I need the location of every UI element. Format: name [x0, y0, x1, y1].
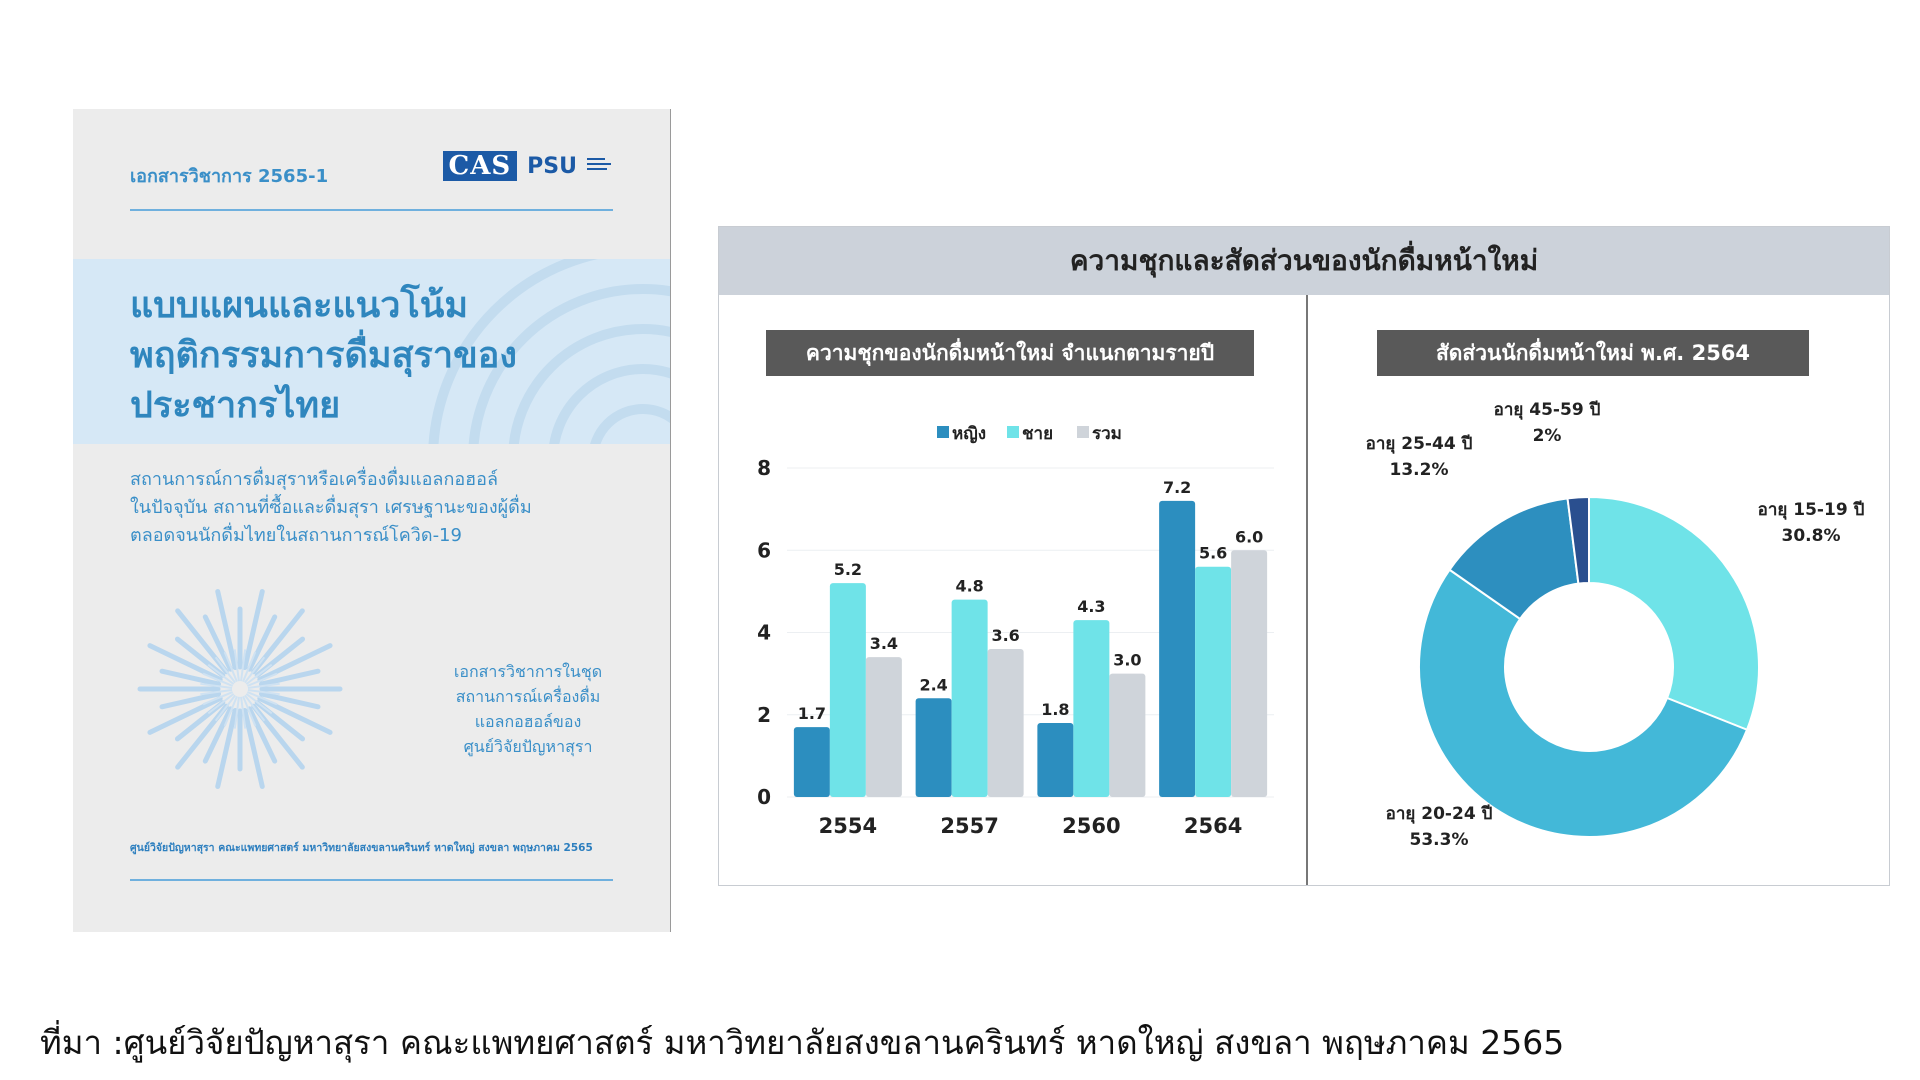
legend-swatch — [1007, 426, 1019, 438]
bar-value-label: 1.7 — [797, 704, 827, 724]
cover-title — [130, 281, 517, 431]
cas-logo: CAS — [443, 151, 518, 181]
series-note-line: แอลกอฮอล์ของ — [474, 712, 582, 731]
x-category-label: 2564 — [1183, 814, 1243, 838]
cover-series-note — [443, 659, 613, 759]
series-note-line: สถานการณ์เครื่องดื่ม — [455, 687, 601, 706]
x-category-label: 2560 — [1062, 814, 1121, 838]
bar — [1073, 620, 1109, 797]
y-tick-label: 4 — [757, 620, 771, 645]
series-note-line: ศูนย์วิจัยปัญหาสุรา — [463, 737, 593, 756]
bar — [830, 583, 866, 797]
bar-value-label: 3.6 — [991, 625, 1020, 645]
legend-swatch — [937, 426, 949, 438]
bar-value-label: 6.0 — [1234, 527, 1264, 547]
bar — [794, 727, 830, 797]
x-category-label: 2554 — [818, 814, 878, 838]
bar-value-label: 5.2 — [833, 560, 863, 580]
y-tick-label: 2 — [757, 702, 771, 727]
slice-label: อายุ 20-24 ปี — [1385, 804, 1493, 824]
bar — [988, 649, 1024, 797]
bar — [1231, 550, 1267, 797]
cover-description-line: ตลอดจนนักดื่มไทยในสถานการณ์โควิด-19 — [130, 525, 462, 546]
donut-chart-title: สัดส่วนนักดื่มหน้าใหม่ พ.ศ. 2564 — [1377, 330, 1809, 376]
bar — [952, 600, 988, 797]
bar-value-label: 3.0 — [1113, 650, 1142, 670]
cover-description — [130, 466, 560, 550]
cover-logos — [443, 151, 616, 181]
donut-chart — [1319, 367, 1889, 887]
bar-value-label: 4.8 — [955, 576, 984, 596]
legend-label: รวม — [1092, 424, 1122, 444]
bar — [1037, 723, 1073, 797]
bar-value-label: 7.2 — [1162, 477, 1192, 497]
infographic-panel — [718, 226, 1890, 886]
donut-slice — [1589, 497, 1759, 730]
bar-value-label: 5.6 — [1198, 543, 1228, 563]
y-tick-label: 6 — [757, 538, 771, 563]
bar-chart — [719, 367, 1306, 887]
source-caption: ที่มา :ศูนย์วิจัยปัญหาสุรา คณะแพทยศาสตร์ มหาวิทยาลัยสงขลานครินทร์ หาดใหญ่ สงขลา พฤษภาคม 2565 — [40, 1023, 1565, 1062]
legend-label: หญิง — [952, 424, 986, 444]
slice-label: อายุ 15-19 ปี — [1757, 500, 1865, 520]
cover-description-line: ในปัจจุบัน สถานที่ซื้อและดื่มสุรา เศรษฐานะของผู้ดื่ม — [130, 497, 532, 518]
cover-title-line: พฤติกรรมการดื่มสุราของ — [130, 335, 517, 376]
slice-label: อายุ 25-44 ปี — [1365, 434, 1473, 454]
slice-value-label: 2% — [1532, 426, 1562, 446]
bar — [1159, 501, 1195, 797]
y-tick-label: 8 — [757, 456, 771, 480]
bar-value-label: 3.4 — [869, 634, 899, 654]
bar-chart-title: ความชุกของนักดื่มหน้าใหม่ จำแนกตามรายปี — [766, 330, 1254, 376]
x-category-label: 2557 — [940, 814, 999, 838]
cover-title-line: แบบแผนและแนวโน้ม — [130, 285, 469, 326]
bar-value-label: 2.4 — [919, 675, 948, 695]
panel-divider — [1306, 295, 1308, 885]
psu-logo: PSU — [527, 153, 577, 179]
slice-value-label: 30.8% — [1781, 526, 1841, 546]
slice-value-label: 53.3% — [1409, 830, 1469, 850]
psu-logo-mark — [587, 156, 615, 176]
bar — [1109, 674, 1145, 797]
bar — [916, 698, 952, 797]
series-note-line: เอกสารวิชาการในชุด — [453, 662, 603, 681]
cover-bottom-rule — [130, 879, 613, 881]
cover-description-line: สถานการณ์การดื่มสุราหรือเครื่องดื่มแอลกอฮอล์ — [130, 469, 498, 490]
bar — [1195, 567, 1231, 797]
cover-publisher: ศูนย์วิจัยปัญหาสุรา คณะแพทยศาสตร์ มหาวิทยาลัยสงขลานครินทร์ หาดใหญ่ สงขลา พฤษภาคม 2565 — [130, 842, 593, 854]
sunburst-decoration — [130, 579, 350, 799]
slice-label: อายุ 45-59 ปี — [1493, 400, 1601, 420]
legend-swatch — [1077, 426, 1089, 438]
cover-top-rule — [130, 209, 613, 211]
bar — [866, 657, 902, 797]
slice-value-label: 13.2% — [1389, 460, 1449, 480]
legend-label: ชาย — [1022, 424, 1054, 444]
infographic-title: ความชุกและสัดส่วนของนักดื่มหน้าใหม่ — [719, 227, 1889, 295]
bar-value-label: 1.8 — [1041, 699, 1070, 719]
cover-title-line: ประชากรไทย — [130, 385, 341, 426]
cover-series-label: เอกสารวิชาการ 2565-1 — [130, 166, 329, 187]
bar-value-label: 4.3 — [1077, 597, 1106, 617]
y-tick-label: 0 — [757, 785, 771, 809]
document-cover — [73, 109, 671, 932]
cover-title-band — [73, 259, 671, 444]
